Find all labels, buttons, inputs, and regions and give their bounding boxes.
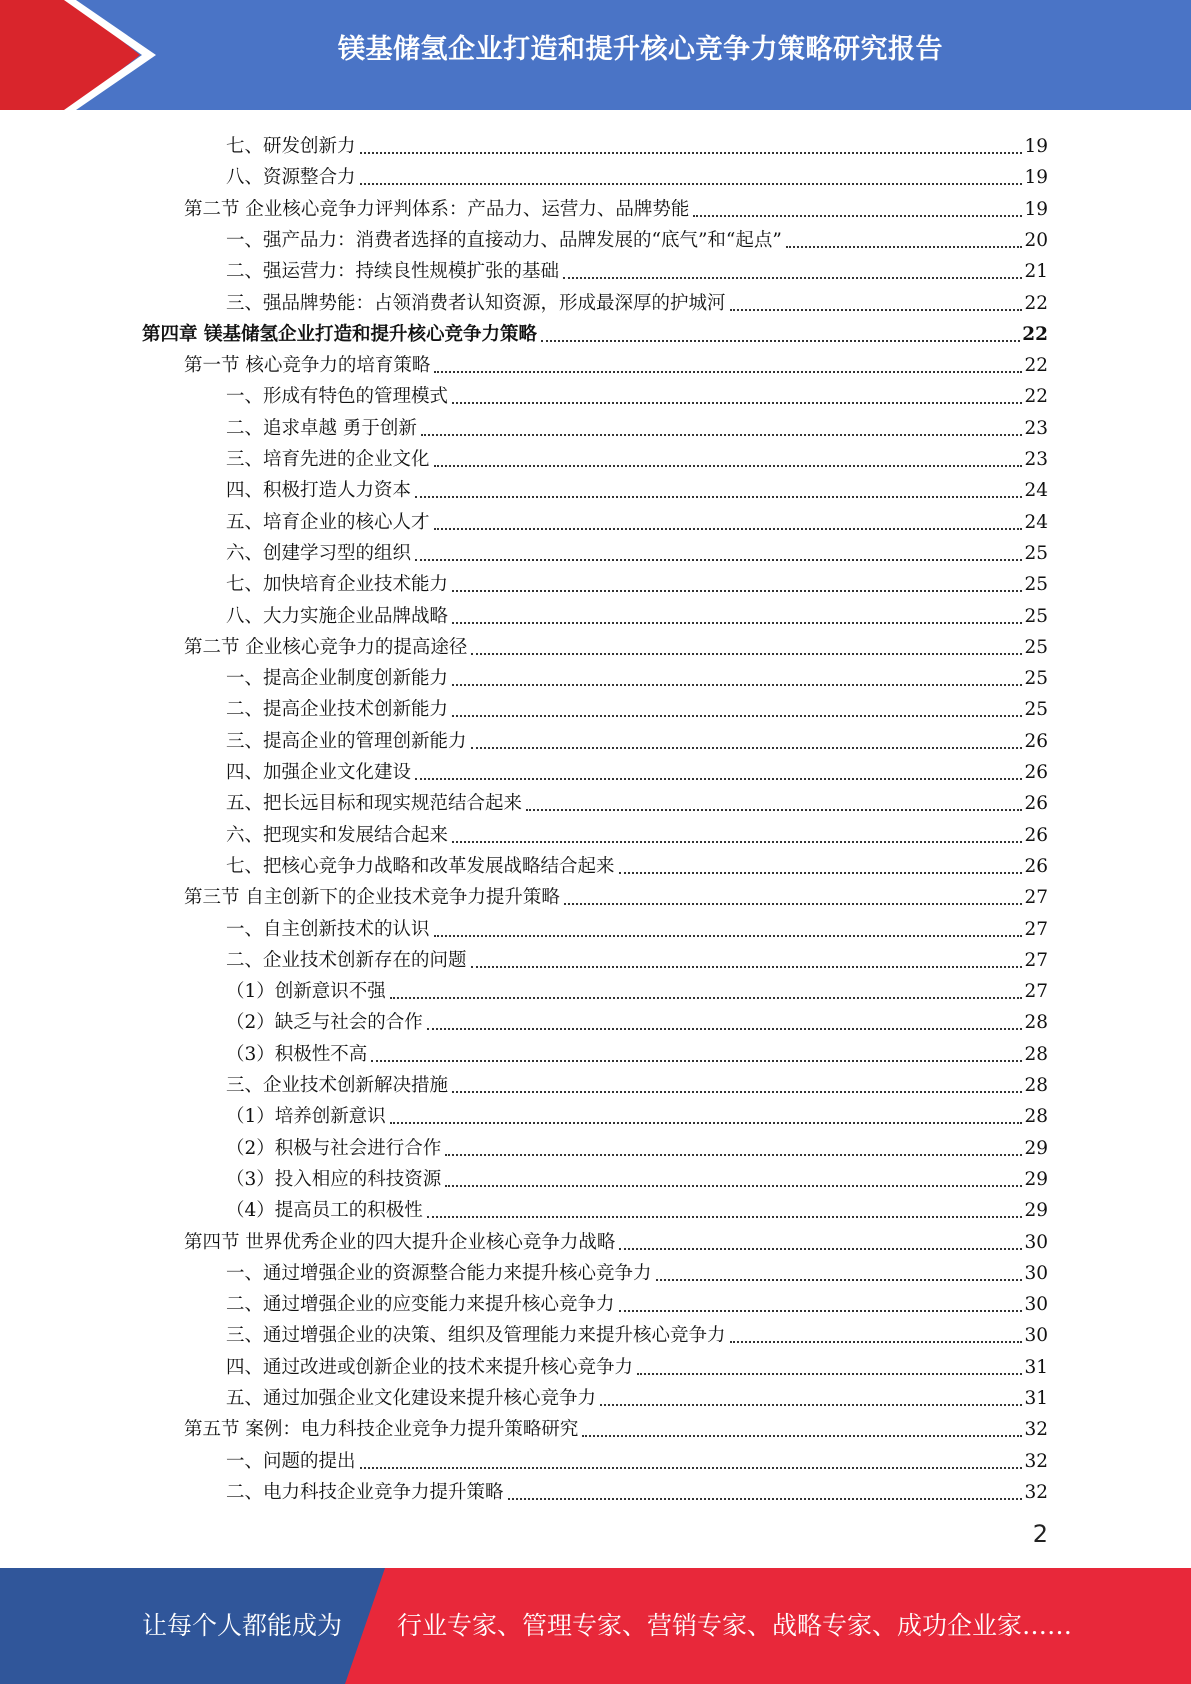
- page-footer: [0, 1568, 1191, 1684]
- toc-dot-leader: [390, 1106, 1023, 1128]
- toc-entry-title: 四、加强企业文化建设: [226, 762, 412, 783]
- toc-entry-title: 一、强产品力：消费者选择的直接动力、品牌发展的“底气”和“起点”: [226, 229, 782, 251]
- toc-dot-leader: [415, 762, 1022, 784]
- toc-item-entry[interactable]: [226, 1097, 1048, 1128]
- toc-entry-title: 第四节 世界优秀企业的四大提升企业核心竞争力战略: [184, 1231, 616, 1253]
- toc-entry-page: 32: [1024, 1450, 1048, 1472]
- toc-entry-title: 一、通过增强企业的资源整合能力来提升核心竞争力: [226, 1262, 652, 1284]
- toc-entry-page: 26: [1024, 730, 1048, 752]
- toc-section-entry[interactable]: [184, 1410, 1048, 1441]
- toc-entry-title: （3）投入相应的科技资源: [226, 1168, 442, 1190]
- toc-dot-leader: [730, 293, 1023, 315]
- toc-entry-page: 28: [1024, 1075, 1048, 1096]
- toc-item-entry[interactable]: [226, 1003, 1048, 1034]
- toc-dot-leader: [452, 825, 1022, 847]
- toc-dot-leader: [415, 543, 1022, 565]
- toc-subsection-entry[interactable]: [226, 1066, 1048, 1097]
- toc-dot-leader: [471, 950, 1023, 972]
- toc-entry-title: 第五节 案例：电力科技企业竞争力提升策略研究: [184, 1419, 579, 1441]
- toc-entry-title: 一、自主创新技术的认识: [226, 918, 430, 940]
- toc-entry-page: 27: [1024, 887, 1048, 909]
- toc-subsection-entry[interactable]: [226, 753, 1048, 784]
- toc-dot-leader: [421, 418, 1023, 440]
- toc-dot-leader: [360, 1451, 1023, 1473]
- toc-entry-title: 六、创建学习型的组织: [226, 542, 412, 564]
- toc-subsection-entry[interactable]: [226, 659, 1048, 690]
- toc-entry-page: 26: [1024, 762, 1048, 783]
- toc-dot-leader: [564, 887, 1023, 909]
- toc-subsection-entry[interactable]: [226, 1254, 1048, 1285]
- toc-dot-leader: [619, 856, 1023, 878]
- toc-entry-title: 第二节 企业核心竞争力的提高途径: [184, 636, 468, 658]
- toc-entry-page: 25: [1024, 542, 1048, 564]
- toc-dot-leader: [600, 1388, 1022, 1410]
- toc-entry-title: 三、培育先进的企业文化: [226, 449, 430, 470]
- toc-entry-page: 23: [1024, 417, 1048, 439]
- toc-entry-title: 第二节 企业核心竞争力评判体系：产品力、运营力、品牌势能: [184, 198, 690, 220]
- toc-entry-title: 四、通过改进或创新企业的技术来提升核心竞争力: [226, 1356, 634, 1378]
- toc-dot-leader: [452, 668, 1022, 690]
- toc-section-entry[interactable]: [184, 878, 1048, 909]
- toc-dot-leader: [371, 1044, 1022, 1066]
- toc-entry-page: 32: [1024, 1481, 1048, 1503]
- toc-entry-page: 20: [1024, 229, 1048, 251]
- toc-entry-title: 一、形成有特色的管理模式: [226, 386, 449, 408]
- toc-dot-leader: [730, 1325, 1023, 1347]
- toc-subsection-entry[interactable]: [226, 941, 1048, 972]
- page-header: [0, 0, 1191, 110]
- toc-entry-title: （1）培养创新意识: [226, 1106, 386, 1128]
- toc-dot-leader: [445, 1169, 1022, 1191]
- toc-entry-page: 25: [1024, 699, 1048, 721]
- toc-entry-page: 28: [1024, 1012, 1048, 1034]
- toc-entry-title: 五、通过加强企业文化建设来提升核心竞争力: [226, 1388, 597, 1409]
- toc-entry-title: 二、追求卓越 勇于创新: [226, 417, 417, 439]
- toc-entry-title: 五、培育企业的核心人才: [226, 511, 430, 533]
- toc-entry-page: 22: [1024, 386, 1048, 408]
- toc-subsection-entry[interactable]: [226, 597, 1048, 628]
- toc-entry-title: （3）积极性不高: [226, 1043, 368, 1065]
- toc-dot-leader: [415, 480, 1022, 502]
- toc-entry-page: 31: [1024, 1356, 1048, 1378]
- toc-subsection-entry[interactable]: [226, 409, 1048, 440]
- toc-dot-leader: [582, 1419, 1022, 1441]
- toc-subsection-entry[interactable]: [226, 910, 1048, 941]
- toc-entry-title: 二、强运营力：持续良性规模扩张的基础: [226, 261, 560, 283]
- toc-dot-leader: [693, 199, 1022, 221]
- toc-dot-leader: [427, 1012, 1023, 1034]
- toc-entry-title: 二、提高企业技术创新能力: [226, 699, 449, 721]
- toc-subsection-entry[interactable]: [226, 1348, 1048, 1379]
- report-title: 镁基储氢企业打造和提升核心竞争力策略研究报告: [338, 34, 943, 65]
- toc-entry-page: 28: [1024, 1043, 1048, 1065]
- toc-entry-title: 六、把现实和发展结合起来: [226, 824, 449, 846]
- toc-item-entry[interactable]: [226, 1191, 1048, 1222]
- toc-entry-title: 一、问题的提出: [226, 1450, 356, 1472]
- toc-entry-title: 二、电力科技企业竞争力提升策略: [226, 1481, 504, 1503]
- toc-dot-leader: [541, 324, 1020, 346]
- toc-entry-page: 22: [1024, 292, 1048, 314]
- toc-subsection-entry[interactable]: [226, 284, 1048, 315]
- toc-entry-page: 27: [1024, 918, 1048, 940]
- toc-subsection-entry[interactable]: [226, 127, 1048, 158]
- toc-dot-leader: [471, 637, 1022, 659]
- toc-dot-leader: [619, 1232, 1022, 1254]
- toc-item-entry[interactable]: [226, 1035, 1048, 1066]
- toc-subsection-entry[interactable]: [226, 690, 1048, 721]
- toc-entry-title: 四、积极打造人力资本: [226, 480, 412, 502]
- toc-entry-page: 22: [1024, 355, 1048, 377]
- page-number: 2: [1032, 1520, 1048, 1548]
- toc-entry-page: 24: [1024, 511, 1048, 533]
- toc-entry-page: 29: [1024, 1137, 1048, 1159]
- toc-item-entry[interactable]: [226, 972, 1048, 1003]
- toc-entry-title: 三、提高企业的管理创新能力: [226, 730, 467, 752]
- toc-entry-page: 23: [1024, 449, 1048, 470]
- toc-section-entry[interactable]: [184, 346, 1048, 377]
- toc-subsection-entry[interactable]: [226, 816, 1048, 847]
- toc-subsection-entry[interactable]: [226, 1442, 1048, 1473]
- toc-entry-title: 三、通过增强企业的决策、组织及管理能力来提升核心竞争力: [226, 1325, 726, 1347]
- toc-dot-leader: [508, 1482, 1023, 1504]
- toc-dot-leader: [526, 793, 1022, 815]
- toc-entry-page: 19: [1024, 167, 1048, 189]
- toc-dot-leader: [360, 136, 1023, 158]
- toc-entry-title: （4）提高员工的积极性: [226, 1200, 423, 1222]
- toc-dot-leader: [452, 1075, 1022, 1097]
- toc-entry-page: 29: [1024, 1200, 1048, 1222]
- toc-subsection-entry[interactable]: [226, 565, 1048, 596]
- toc-subsection-entry[interactable]: [226, 440, 1048, 471]
- toc-entry-page: 27: [1024, 981, 1048, 1003]
- toc-subsection-entry[interactable]: [226, 534, 1048, 565]
- toc-dot-leader: [452, 699, 1022, 721]
- toc-entry-page: 31: [1024, 1388, 1048, 1409]
- toc-entry-title: 八、大力实施企业品牌战略: [226, 605, 449, 627]
- toc-entry-title: （1）创新意识不强: [226, 981, 386, 1003]
- toc-entry-page: 21: [1024, 261, 1048, 283]
- toc-dot-leader: [452, 386, 1022, 408]
- toc-section-entry[interactable]: [184, 1223, 1048, 1254]
- toc-entry-page: 28: [1024, 1106, 1048, 1128]
- toc-dot-leader: [434, 449, 1023, 471]
- toc-entry-page: 25: [1024, 668, 1048, 690]
- toc-entry-title: 二、通过增强企业的应变能力来提升核心竞争力: [226, 1294, 615, 1316]
- toc-chapter-entry[interactable]: [142, 315, 1048, 346]
- toc-entry-page: 29: [1024, 1168, 1048, 1190]
- toc-entry-title: 三、企业技术创新解决措施: [226, 1075, 449, 1096]
- toc-subsection-entry[interactable]: [226, 722, 1048, 753]
- toc-dot-leader: [452, 606, 1022, 628]
- toc-entry-title: 第一节 核心竞争力的培育策略: [184, 355, 431, 377]
- toc-entry-page: 26: [1024, 855, 1048, 877]
- footer-slogan-left: 让每个人都能成为: [142, 1611, 343, 1640]
- toc-entry-page: 25: [1024, 605, 1048, 627]
- toc-dot-leader: [786, 230, 1023, 252]
- toc-entry-page: 30: [1024, 1325, 1048, 1347]
- footer-slogan-right: 行业专家、管理专家、营销专家、战略专家、成功企业家……: [397, 1611, 1073, 1640]
- toc-section-entry[interactable]: [184, 190, 1048, 221]
- toc-entry-page: 19: [1024, 198, 1048, 220]
- toc-dot-leader: [434, 355, 1022, 377]
- toc-subsection-entry[interactable]: [226, 784, 1048, 815]
- toc-dot-leader: [637, 1357, 1022, 1379]
- toc-dot-leader: [360, 167, 1023, 189]
- toc-subsection-entry[interactable]: [226, 1316, 1048, 1347]
- toc-section-entry[interactable]: [184, 628, 1048, 659]
- toc-subsection-entry[interactable]: [226, 158, 1048, 189]
- toc-entry-title: （2）积极与社会进行合作: [226, 1137, 442, 1159]
- toc-entry-title: 一、提高企业制度创新能力: [226, 668, 449, 690]
- toc-subsection-entry[interactable]: [226, 471, 1048, 502]
- toc-entry-title: 五、把长远目标和现实规范结合起来: [226, 793, 523, 815]
- toc-entry-title: 七、研发创新力: [226, 136, 356, 157]
- toc-item-entry[interactable]: [226, 1160, 1048, 1191]
- toc-dot-leader: [427, 1200, 1023, 1222]
- toc-entry-title: 八、资源整合力: [226, 167, 356, 189]
- toc-dot-leader: [656, 1263, 1023, 1285]
- toc-entry-page: 32: [1024, 1419, 1048, 1441]
- toc-subsection-entry[interactable]: [226, 847, 1048, 878]
- toc-dot-leader: [452, 574, 1022, 596]
- toc-subsection-entry[interactable]: [226, 377, 1048, 408]
- toc-entry-title: 三、强品牌势能：占领消费者认知资源，形成最深厚的护城河: [226, 292, 726, 314]
- toc-subsection-entry[interactable]: [226, 503, 1048, 534]
- toc-entry-page: 26: [1024, 824, 1048, 846]
- toc-dot-leader: [471, 731, 1023, 753]
- toc-entry-title: （2）缺乏与社会的合作: [226, 1012, 423, 1034]
- toc-dot-leader: [390, 981, 1023, 1003]
- toc-dot-leader: [563, 261, 1022, 283]
- toc-dot-leader: [619, 1294, 1023, 1316]
- toc-subsection-entry[interactable]: [226, 221, 1048, 252]
- toc-entry-title: 七、加快培育企业技术能力: [226, 574, 449, 596]
- toc-subsection-entry[interactable]: [226, 1473, 1048, 1504]
- toc-entry-title: 二、企业技术创新存在的问题: [226, 949, 467, 971]
- toc-entry-page: 24: [1024, 480, 1048, 502]
- header-red-arrow-shape: [0, 0, 140, 110]
- toc-dot-leader: [445, 1138, 1022, 1160]
- toc-entry-page: 30: [1024, 1231, 1048, 1253]
- toc-dot-leader: [434, 512, 1023, 534]
- toc-entry-page: 25: [1024, 636, 1048, 658]
- toc-entry-page: 27: [1024, 949, 1048, 971]
- toc-item-entry[interactable]: [226, 1129, 1048, 1160]
- toc-entry-title: 七、把核心竞争力战略和改革发展战略结合起来: [226, 855, 615, 877]
- toc-entry-page: 26: [1024, 793, 1048, 815]
- toc-entry-page: 25: [1024, 574, 1048, 596]
- toc-entry-page: 22: [1022, 323, 1048, 345]
- toc-entry-title: 第四章 镁基储氢企业打造和提升核心竞争力策略: [142, 323, 537, 345]
- toc-entry-page: 19: [1024, 136, 1048, 157]
- toc-subsection-entry[interactable]: [226, 1285, 1048, 1316]
- toc-entry-page: 30: [1024, 1294, 1048, 1316]
- toc-subsection-entry[interactable]: [226, 252, 1048, 283]
- toc-entry-page: 30: [1024, 1262, 1048, 1284]
- toc-dot-leader: [434, 919, 1023, 941]
- toc-entry-title: 第三节 自主创新下的企业技术竞争力提升策略: [184, 887, 560, 909]
- toc-subsection-entry[interactable]: [226, 1379, 1048, 1410]
